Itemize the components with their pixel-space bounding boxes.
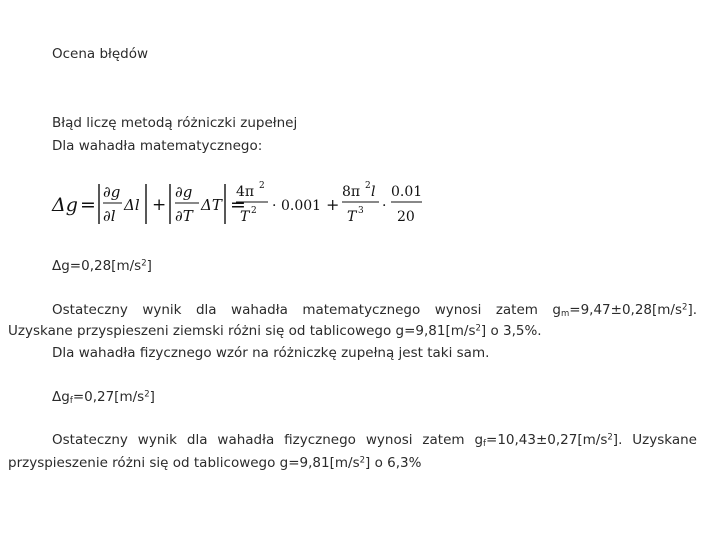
eq-num-1: 4π	[236, 184, 255, 200]
delta-g-physical: $\Delta g_f=0,27[m/s^2]$	[52, 389, 155, 407]
eq-num-2-l: l	[371, 184, 376, 200]
eq-val-1: 0.001	[281, 198, 322, 214]
eq-plus-1: +	[152, 195, 167, 215]
eq-equals: =	[80, 194, 96, 216]
eq-den-3: 20	[397, 209, 415, 225]
eq-num-2: 8π	[342, 184, 361, 200]
eq-dot-1: ·	[272, 198, 277, 214]
eq-equals-2: =	[230, 194, 246, 216]
eq-plus-2: +	[326, 195, 340, 214]
final-result-physical-line-1: Ostateczny wynik dla wahadła fizycznego wynosi zatem $g_f=10,43\pm 0,27[m/s^2]$. Uzyskane	[52, 432, 697, 450]
eq-delta-g: Δg	[52, 194, 78, 216]
heading: Ocena błędów	[52, 46, 149, 62]
eq-delta-l: Δl	[124, 196, 140, 214]
intro-line-1: Błąd liczę metodą różniczki zupełnej	[52, 115, 298, 131]
eq-dot-2: ·	[382, 198, 387, 214]
physical-pendulum-note: Dla wahadła fizycznego wzór na różniczkę zupełną jest taki sam.	[52, 345, 490, 361]
delta-g-math: $\Delta g=0,28[m/s^2]$	[52, 258, 152, 274]
eq-partial-T: ∂T	[175, 207, 193, 225]
final-result-physical-line-2: przyspieszenie różni się od tablicowego $g=9,81[m/s^2]$ o 6,3%	[8, 455, 422, 471]
final-result-math-line-2: Uzyskane przyspieszeni ziemski różni się od tablicowego $g=9,81[m/s^2]$ o 3,5%.	[8, 323, 542, 339]
total-differential-equation	[50, 176, 430, 232]
final-result-math-line-1: Ostateczny wynik dla wahadła matematycznego wynosi zatem $g_m=9,47\pm 0,28[m/s^2]$.	[52, 302, 697, 320]
eq-partial-g-2: ∂g	[175, 183, 193, 201]
eq-num-2-exp: 2	[365, 181, 371, 191]
intro-line-2: Dla wahadła matematycznego:	[52, 138, 263, 154]
eq-den-1: T	[240, 209, 250, 225]
eq-delta-T: ΔT	[201, 196, 222, 214]
eq-den-2-exp: 3	[358, 206, 364, 216]
eq-partial-l: ∂l	[103, 207, 116, 225]
eq-num-3: 0.01	[391, 184, 423, 200]
eq-den-1-exp: 2	[251, 206, 257, 216]
eq-den-2: T	[347, 209, 357, 225]
eq-partial-g-1: ∂g	[103, 183, 121, 201]
eq-num-1-exp: 2	[259, 181, 265, 191]
